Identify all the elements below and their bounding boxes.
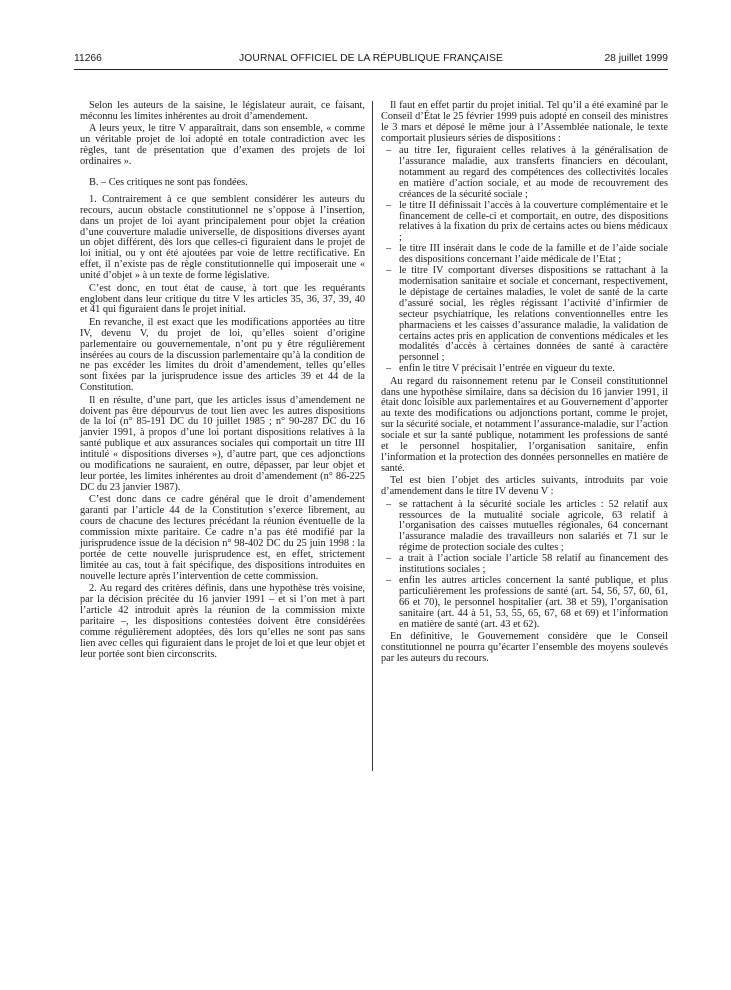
dispositions-list bbox=[381, 146, 668, 375]
paragraph: A leurs yeux, le titre V apparaîtrait, dans son ensemble, « comme un véritable projet de loi adopté en totale contradiction avec les règles, tant de présentation que d’examen des projets de loi ordinaires ». bbox=[80, 123, 365, 168]
header-rule bbox=[74, 69, 668, 70]
paragraph: Au regard du raisonnement retenu par le Conseil constitutionnel dans une hypothèse similaire, dans sa décision du 16 janvier 1991, il était donc loisible aux parlementaires et au Gouvernement d’apporter au texte des modifications ou adjonctions portant, comme le projet, sur la sécurité sociale, et notamment l’assurance-maladie, sur l’action sociale et sur la santé publique, notamment les professions de santé et le personnel hospitalier, l’organisation sanitaire, enfin l’information et la protection des données personnelles en matière de santé. bbox=[381, 375, 668, 474]
list-item: – le titre III insérait dans le code de la famille et de l’aide sociale des dispositions concernant l’aide médicale de l’Etat ; bbox=[383, 244, 668, 266]
paragraph: Il en résulte, d’une part, que les articles issus d’amendement ne doivent pas être dépourvus de tout lien avec les autres dispositions de la loi (n° 85-191 DC du 10 juillet 1985 ; n° 90-287 DC du 16 janvier 1991, à propos d’une loi portant dispositions relatives à la santé publique et aux assurances sociales qui comportait un titre III intitulé « dispositions diverses »), d’autre part, que ces adjonctions ou modifications ne sauraient, en outre, dépasser, par leur objet et leur portée, les limites inhérentes au droit d’amendement (n° 86-225 DC du 23 janvier 1987). bbox=[80, 394, 365, 493]
paragraph: Selon les auteurs de la saisine, le législateur aurait, ce faisant, méconnu les limites inhérentes au droit d’amendement. bbox=[80, 100, 365, 122]
section-heading: B. – Ces critiques ne sont pas fondées. bbox=[89, 176, 248, 188]
publication-date: 28 juillet 1999 bbox=[604, 53, 668, 64]
list-item: – a trait à l’action sociale l’article 58 relatif au financement des institutions sociales ; bbox=[383, 554, 668, 576]
page-header bbox=[74, 53, 668, 67]
list-item: – au titre Ier, figuraient celles relatives à la généralisation de l’assurance maladie, aux transferts financiers en découlant, notamment au regard des compétences des collectivités locales en matière d’action sociale, et au mode de recouvrement des créances de la sécurité sociale ; bbox=[383, 146, 668, 201]
paragraph: Tel est bien l’objet des articles suivants, introduits par voie d’amendement dans le titre IV devenu V : bbox=[381, 475, 668, 498]
paragraph: En définitive, le Gouvernement considère que le Conseil constitutionnel ne pourra qu’écarter l’ensemble des moyens soulevés par les auteurs du recours. bbox=[381, 631, 668, 664]
paragraph: Il faut en effet partir du projet initial. Tel qu’il a été examiné par le Conseil d’État le 25 février 1999 puis adopté en conseil des ministres le 3 mars et déposé le même jour à l’Assemblée nationale, le texte comportait plusieurs séries de dispositions : bbox=[381, 100, 668, 144]
left-column bbox=[80, 101, 365, 662]
paragraph: C’est donc dans ce cadre général que le droit d’amendement garanti par l’article 44 de la Constitution s’exerce librement, au cours de chacune des lectures précédant la réunion éventuelle de la commission mixte paritaire. Ce cadre n’a pas été modifié par la jurisprudence issue de la décision n° 98-402 DC du 25 juin 1998 : la portée de cette nouvelle jurisprudence est, en effet, strictement limitée au cas, tout à fait spécifique, des dispositions introduites en nouvelle lecture après l’intervention de cette commission. bbox=[80, 494, 365, 582]
paragraph: 2. Au regard des critères définis, dans une hypothèse très voisine, par la décision précitée du 16 janvier 1991 – et si l’on met à part l’article 42 introduit après la réunion de la commission mixte paritaire –, les dispositions contestées doivent être considérées comme régulièrement adoptées, dès lors qu’elles ne sont pas sans lien avec celles qui figuraient dans le projet de loi et que leur objet et leur portée sont bien circonscrits. bbox=[80, 583, 365, 660]
right-column bbox=[381, 101, 668, 666]
list-item: – se rattachent à la sécurité sociale les articles : 52 relatif aux ressources de la mutualité sociale agricole, 63 relatif à l’organisation des caisses mutuelles régionales, 64 concernant l’assurance maladie des travailleurs non salariés et 71 sur le régime de protection sociale des cultes ; bbox=[383, 500, 668, 555]
articles-list bbox=[381, 500, 668, 631]
list-item: – le titre II définissait l’accès à la couverture complémentaire et le financement de celle-ci et comportait, en outre, des dispositions relatives à la fixation du prix de certains actes ou biens médicaux ; bbox=[383, 201, 668, 245]
list-item: – le titre IV comportant diverses dispositions se rattachant à la modernisation sanitaire et sociale et concernant, respectivement, le dépistage de certaines maladies, le volet de santé de la carte d’assuré social, les règles régissant l’activité d’infirmier de secteur psychiatrique, les relations conventionnelles entre les pharmaciens et les caisses d’assurance maladie, la validation de certains actes pris en application de conventions médicales et les modalités d’accès à certaines données de santé à caractère personnel ; bbox=[383, 266, 668, 364]
journal-title: JOURNAL OFFICIEL DE LA RÉPUBLIQUE FRANÇAISE bbox=[239, 53, 503, 64]
list-item: – enfin le titre V précisait l’entrée en vigueur du texte. bbox=[383, 364, 668, 375]
list-item: – enfin les autres articles concernent la santé publique, et plus particulièrement les professions de santé (art. 54, 56, 57, 60, 61, 66 et 70), le personnel hospitalier (art. 38 et 59), l’organisation sanitaire (art. 44 à 51, 53, 55, 65, 67, 68 et 69) et l’information en matière de santé (art. 43 et 62). bbox=[383, 576, 668, 631]
page-number: 11266 bbox=[74, 53, 102, 64]
paragraph: En revanche, il est exact que les modifications apportées au titre IV, devenu V, du projet de loi, qu’elles soient d’origine parlementaire ou gouvernementale, n’ont pu y être régulièrement insérées au cours de la discussion parlementaire qu’à la condition de ne pas excéder les limites du droit d’amendement, telles qu’elles sont fixées par la jurisprudence issue des articles 39 et 44 de la Constitution. bbox=[80, 316, 365, 394]
column-separator bbox=[372, 101, 373, 771]
paragraph: 1. Contrairement à ce que semblent considérer les auteurs du recours, aucun obstacle constitutionnel ne s’oppose à l’insertion, dans un projet de loi ayant principalement pour objet la création d’une couverture maladie universelle, de dispositions diverses ayant un objet différent, dès lors que celles-ci figuraient dans le projet de loi initial, ou y ont été ajoutées par voie de lettre rectificative. En effet, il n’existe pas de règle constitutionnelle qui imposerait une « unité d’objet » à un texte de forme législative. bbox=[80, 193, 365, 282]
paragraph: C’est donc, en tout état de cause, à tort que les requérants englobent dans leur critique du titre V les articles 35, 36, 37, 39, 40 et 41 qui figuraient dans le projet initial. bbox=[80, 282, 365, 316]
